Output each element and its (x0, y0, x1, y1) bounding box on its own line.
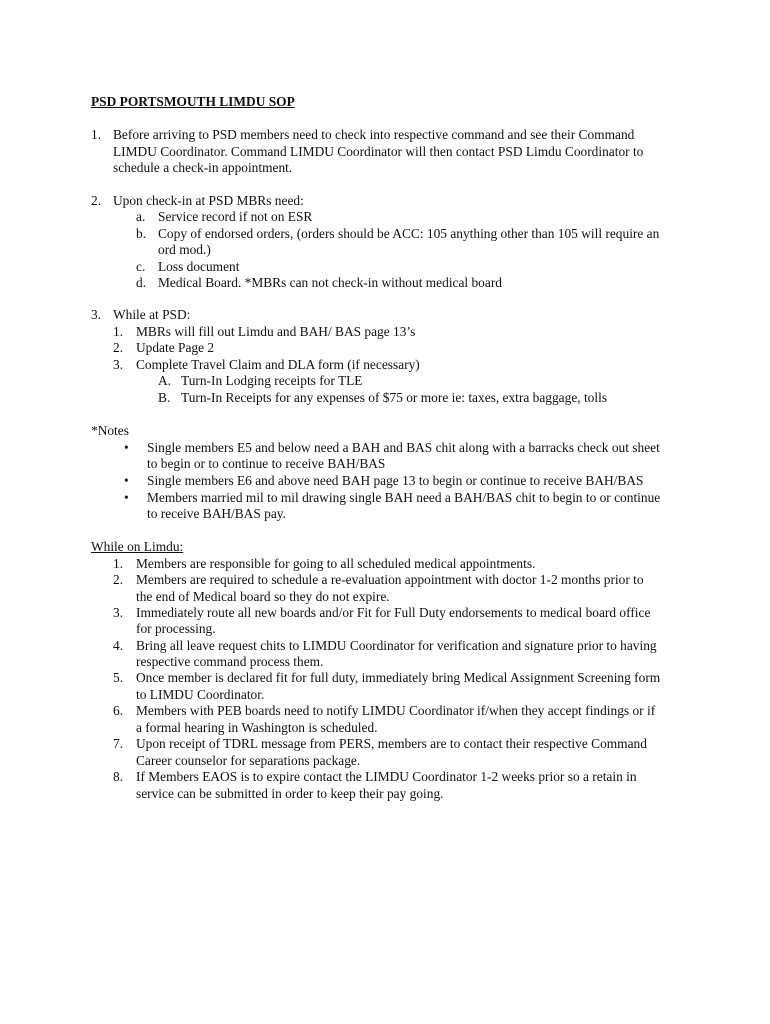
list-marker: 4. (113, 638, 124, 653)
list-item: Loss document (158, 259, 240, 274)
list-item: Members are required to schedule a re-evaluation appointment with doctor 1-2 months prior to (136, 572, 644, 587)
list-item: Complete Travel Claim and DLA form (if necessary) (136, 357, 420, 372)
bullet-icon (124, 490, 129, 506)
list-item: MBRs will fill out Limdu and BAH/ BAS page 13’s (136, 324, 416, 339)
list-marker: 1. (113, 324, 124, 339)
section-3-number: 3. (91, 307, 102, 322)
list-marker: 8. (113, 769, 124, 784)
sub-list-marker: A. (158, 373, 172, 388)
section-1-line: Before arriving to PSD members need to check into respective command and see their Command (113, 127, 635, 142)
list-item-continuation: to LIMDU Coordinator. (136, 687, 265, 702)
note-bullet-text: Members married mil to mil drawing single BAH need a BAH/BAS chit to begin to or continue (147, 490, 661, 505)
list-marker: 2. (113, 340, 124, 355)
sub-list-item: Turn-In Receipts for any expenses of $75 or more ie: taxes, extra baggage, tolls (181, 390, 608, 405)
list-item-continuation: the end of Medical board so they do not expire. (136, 589, 390, 604)
list-marker: 1. (113, 556, 124, 571)
list-item-continuation: a formal hearing in Washington is scheduled. (136, 720, 378, 735)
list-item-continuation: for processing. (136, 621, 216, 636)
note-bullet-continuation: to begin or to continue to receive BAH/BAS (147, 456, 386, 471)
list-marker: b. (136, 226, 147, 241)
section-1-line: schedule a check-in appointment. (113, 160, 293, 175)
limdu-heading: While on Limdu: (91, 539, 184, 554)
list-item-continuation: service can be submitted in order to keep their pay going. (136, 786, 444, 801)
list-marker: 5. (113, 670, 124, 685)
list-marker: 7. (113, 736, 124, 751)
list-item: Upon receipt of TDRL message from PERS, members are to contact their respective Command (136, 736, 647, 751)
list-marker: a. (136, 209, 146, 224)
sub-list-marker: B. (158, 390, 171, 405)
list-item: Bring all leave request chits to LIMDU Coordinator for verification and signature prior to having (136, 638, 657, 653)
section-1-number: 1. (91, 127, 102, 142)
note-bullet-continuation: to receive BAH/BAS pay. (147, 506, 286, 521)
list-item-continuation: ord mod.) (158, 242, 211, 257)
section-2-number: 2. (91, 193, 102, 208)
list-item-continuation: respective command process them. (136, 654, 324, 669)
list-marker: 2. (113, 572, 124, 587)
note-bullet-text: Single members E5 and below need a BAH and BAS chit along with a barracks check out sheet (147, 440, 660, 455)
list-marker: 6. (113, 703, 124, 718)
list-item: Medical Board. *MBRs can not check-in without medical board (158, 275, 502, 290)
list-marker: 3. (113, 605, 124, 620)
bullet-icon (124, 440, 129, 456)
sub-list-item: Turn-In Lodging receipts for TLE (181, 373, 363, 388)
notes-heading: *Notes (91, 423, 129, 438)
section-3-intro: While at PSD: (113, 307, 191, 322)
list-item: Immediately route all new boards and/or Fit for Full Duty endorsements to medical board office (136, 605, 651, 620)
list-item: If Members EAOS is to expire contact the LIMDU Coordinator 1-2 weeks prior so a retain in (136, 769, 637, 784)
list-marker: c. (136, 259, 146, 274)
page-title: PSD PORTSMOUTH LIMDU SOP (91, 94, 295, 109)
list-marker: d. (136, 275, 147, 290)
bullet-icon (124, 473, 129, 489)
section-2-intro: Upon check-in at PSD MBRs need: (113, 193, 304, 208)
list-item: Copy of endorsed orders, (orders should be ACC: 105 anything other than 105 will require an (158, 226, 660, 241)
list-item-continuation: Career counselor for separations package. (136, 753, 361, 768)
list-marker: 3. (113, 357, 124, 372)
list-item: Once member is declared fit for full duty, immediately bring Medical Assignment Screening form (136, 670, 661, 685)
list-item: Update Page 2 (136, 340, 215, 355)
list-item: Members are responsible for going to all scheduled medical appointments. (136, 556, 536, 571)
section-1-line: LIMDU Coordinator. Command LIMDU Coordinator will then contact PSD Limdu Coordinator to (113, 144, 644, 159)
list-item: Members with PEB boards need to notify LIMDU Coordinator if/when they accept findings or if (136, 703, 656, 718)
list-item: Service record if not on ESR (158, 209, 313, 224)
note-bullet-text: Single members E6 and above need BAH page 13 to begin or continue to receive BAH/BAS (147, 473, 644, 488)
